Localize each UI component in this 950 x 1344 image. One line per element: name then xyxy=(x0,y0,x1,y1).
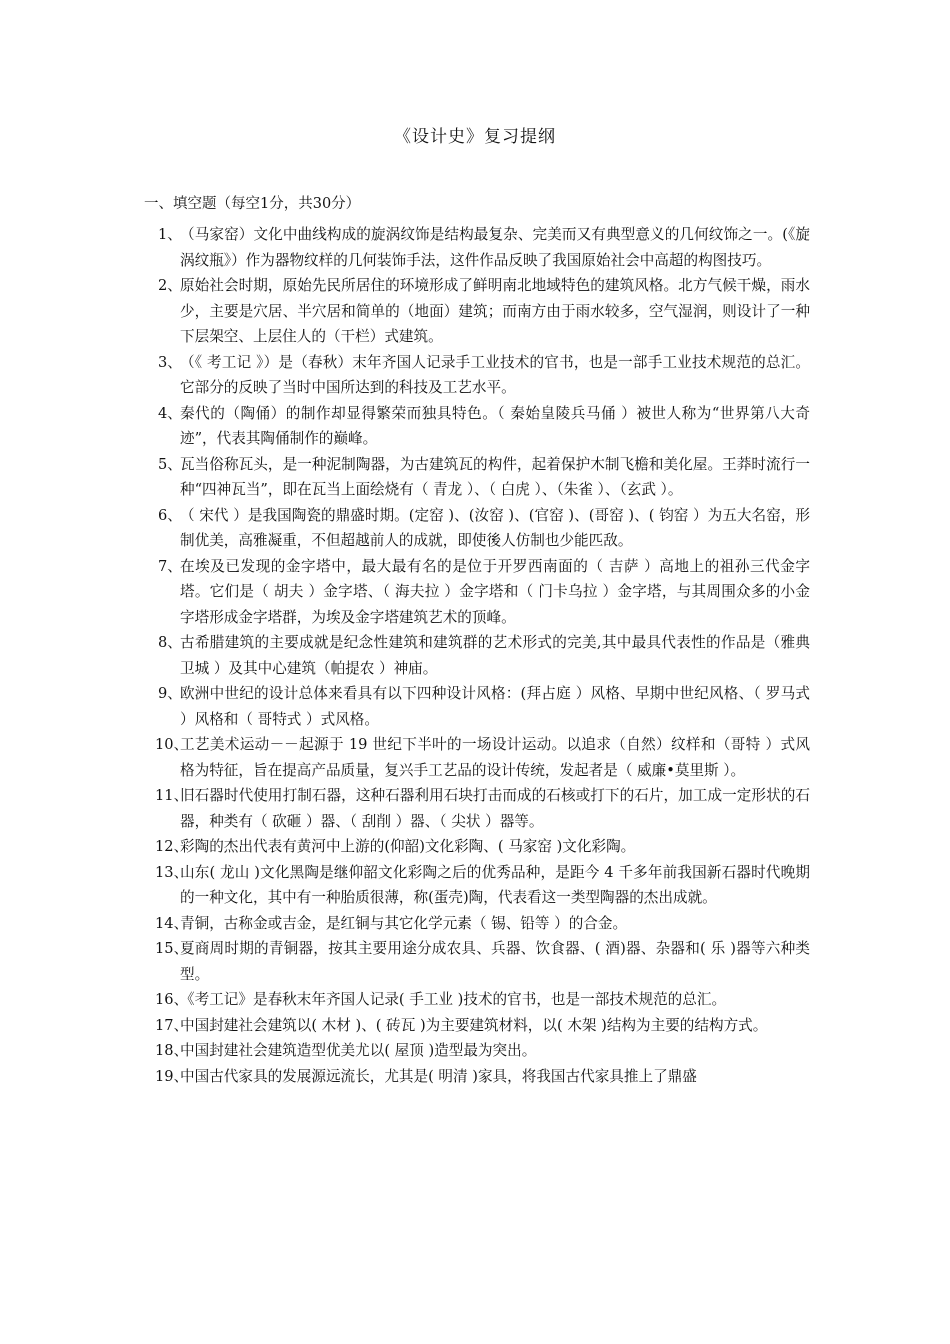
list-item xyxy=(155,1038,810,1064)
item-text: 中国封建社会建筑以( 木材 )、( 砖瓦 )为主要建筑材料，以( 木架 )结构为主要的结构方式。 xyxy=(180,1016,768,1034)
section-heading: 一、填空题（每空1分，共30分） xyxy=(144,196,361,212)
item-number: 2、 xyxy=(158,277,182,294)
list-item xyxy=(158,554,810,631)
list-item xyxy=(155,911,810,937)
list-item xyxy=(158,222,810,273)
item-text: 在埃及已发现的金字塔中，最大最有名的是位于开罗西南面的（ 吉萨 ）高地上的祖孙三代金字塔。它们是（ 胡夫 ）金字塔、（ 海夫拉 ）金字塔和（ 门卡乌拉 ）金字塔，与其周围众多的小金字塔形成金字塔群，为埃及金字塔建筑艺术的顶峰。 xyxy=(180,557,810,626)
list-item xyxy=(155,834,810,860)
list-item xyxy=(155,732,810,783)
list-item xyxy=(155,936,810,987)
item-text: 彩陶的杰出代表有黄河中上游的(仰韶)文化彩陶、( 马家窑 )文化彩陶。 xyxy=(180,838,636,855)
item-text: 原始社会时期，原始先民所居住的环境形成了鲜明南北地域特色的建筑风格。北方气候干燥，雨水少，主要是穴居、半穴居和简单的（地面）建筑；而南方由于雨水较多，空气湿润，则设计了一种下层架空、上层住人的（干栏）式建筑。 xyxy=(180,277,810,345)
item-number: 9、 xyxy=(158,685,182,702)
list-item xyxy=(158,503,810,554)
list-item xyxy=(158,273,810,350)
document-title: 《设计史》复习提纲 xyxy=(394,127,556,147)
list-item xyxy=(158,630,810,681)
item-text: 欧洲中世纪的设计总体来看具有以下四种设计风格：(拜占庭 ）风格、早期中世纪风格、（ 罗马式 ）风格和（ 哥特式 ）式风格。 xyxy=(180,685,810,728)
item-number: 10、 xyxy=(155,736,189,753)
list-item xyxy=(158,350,810,401)
item-text: （马家窑）文化中曲线构成的旋涡纹饰是结构最复杂、完美而又有典型意义的几何纹饰之一。(《旋涡纹瓶》）作为器物纹样的几何装饰手法，这件作品反映了我国原始社会中高超的构图技巧。 xyxy=(180,226,810,269)
item-number: 16、 xyxy=(155,991,189,1008)
item-number: 17、 xyxy=(155,1016,189,1034)
item-number: 14、 xyxy=(155,914,189,932)
item-number: 15、 xyxy=(155,940,189,957)
item-number: 6、 xyxy=(158,506,182,524)
list-item xyxy=(158,452,810,503)
list-item xyxy=(155,860,810,911)
list-item xyxy=(155,783,810,834)
item-number: 8、 xyxy=(158,634,182,651)
item-text: 瓦当俗称瓦头，是一种泥制陶器，为古建筑瓦的构件，起着保护木制飞檐和美化屋。王莽时流行一种“四神瓦当”，即在瓦当上面绘烧有（ 青龙 ）、（ 白虎 ）、（朱雀 ）、（玄武 ）。 xyxy=(180,455,810,498)
item-text: 中国封建社会建筑造型优美尤以( 屋顶 )造型最为突出。 xyxy=(180,1042,537,1059)
item-text: 《考工记》是春秋末年齐国人记录( 手工业 )技术的官书，也是一部技术规范的总汇。 xyxy=(180,991,727,1008)
item-number: 4、 xyxy=(158,404,182,422)
list-item xyxy=(158,681,810,732)
item-text: 工艺美术运动－－起源于 19 世纪下半叶的一场设计运动。以追求（自然）纹样和（哥特 ）式风格为特征，旨在提高产品质量，复兴手工艺品的设计传统，发起者是（ 威廉•莫里斯 ）。 xyxy=(180,736,810,779)
item-number: 19、 xyxy=(155,1067,189,1085)
item-number: 3、 xyxy=(158,353,182,371)
item-number: 1、 xyxy=(158,226,182,243)
item-text: 夏商周时期的青铜器，按其主要用途分成农具、兵器、饮食器、( 酒)器、杂器和( 乐 )器等六种类型。 xyxy=(180,940,810,983)
item-text: 秦代的（陶俑）的制作却显得繁荣而独具特色。（ 秦始皇陵兵马俑 ）被世人称为“世界第八大奇迹”，代表其陶俑制作的巅峰。 xyxy=(180,404,810,447)
item-number: 18、 xyxy=(155,1042,189,1059)
list-item xyxy=(155,987,810,1013)
item-number: 13、 xyxy=(155,863,189,881)
item-text: （《 考工记 》）是（春秋）末年齐国人记录手工业技术的官书，也是一部手工业技术规范的总汇。它部分的反映了当时中国所达到的科技及工艺水平。 xyxy=(180,353,810,396)
item-text: 古希腊建筑的主要成就是纪念性建筑和建筑群的艺术形式的完美,其中最具代表性的作品是（雅典卫城 ）及其中心建筑（帕提农 ）神庙。 xyxy=(180,634,810,677)
list-item xyxy=(158,401,810,452)
item-text: （ 宋代 ）是我国陶瓷的鼎盛时期。(定窑 )、(汝窑 )、(官窑 )、(哥窑 )、( 钧窑 ）为五大名窑，形制优美，高雅凝重，不但超越前人的成就，即使後人仿制也少能匹敌。 xyxy=(180,506,810,549)
item-text: 旧石器时代使用打制石器，这种石器利用石块打击而成的石核或打下的石片，加工成一定形状的石器，种类有（ 砍砸 ）器、（ 刮削 ）器、（ 尖状 ）器等。 xyxy=(180,787,810,830)
item-number: 12、 xyxy=(155,838,189,855)
list-item xyxy=(155,1013,810,1039)
item-number: 11、 xyxy=(155,787,189,804)
item-text: 青铜，古称金或吉金，是红铜与其它化学元素（ 锡、铅等 ）的合金。 xyxy=(180,914,628,932)
item-text: 中国古代家具的发展源远流长，尤其是( 明清 )家具，将我国古代家具推上了鼎盛 xyxy=(180,1067,697,1085)
item-text: 山东( 龙山 )文化黑陶是继仰韶文化彩陶之后的优秀品种，是距今 4 千多年前我国新石器时代晚期的一种文化，其中有一种胎质很薄，称(蛋壳)陶，代表看这一类型陶器的杰出成就。 xyxy=(180,863,810,906)
item-number: 5、 xyxy=(158,455,182,473)
list-item xyxy=(155,1064,810,1090)
item-number: 7、 xyxy=(158,557,182,575)
question-list xyxy=(155,222,810,1089)
